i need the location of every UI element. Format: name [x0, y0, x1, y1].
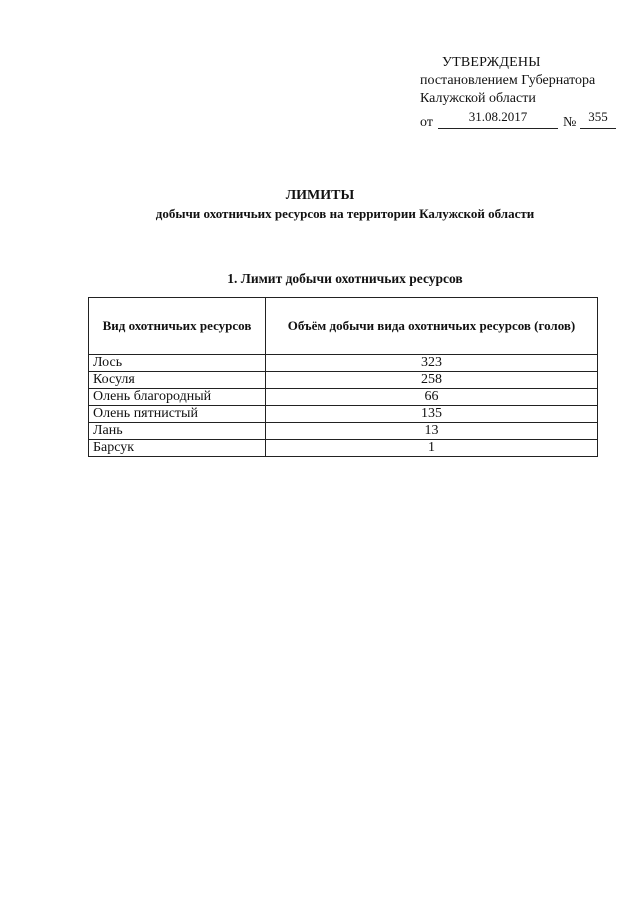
species-cell: Олень пятнистый	[89, 406, 266, 423]
approval-date-row	[420, 108, 630, 130]
species-cell: Лань	[89, 423, 266, 440]
volume-cell: 258	[266, 372, 598, 389]
species-cell: Олень благородный	[89, 389, 266, 406]
approval-number: 355	[580, 108, 616, 129]
species-cell: Косуля	[89, 372, 266, 389]
table-header-row	[89, 298, 598, 355]
number-prefix: №	[563, 115, 577, 130]
table-row	[89, 355, 598, 372]
header-species: Вид охотничьих ресурсов	[89, 298, 266, 355]
volume-cell: 323	[266, 355, 598, 372]
approval-title: УТВЕРЖДЕНЫ	[442, 55, 541, 70]
approval-line-1: постановлением Губернатора	[420, 73, 596, 88]
volume-cell: 135	[266, 406, 598, 423]
document-title: ЛИМИТЫ	[285, 188, 355, 203]
table-row	[89, 389, 598, 406]
species-cell: Барсук	[89, 440, 266, 457]
species-cell: Лось	[89, 355, 266, 372]
volume-cell: 66	[266, 389, 598, 406]
table-row	[89, 372, 598, 389]
header-volume: Объём добычи вида охотничьих ресурсов (голов)	[266, 298, 598, 355]
section-title: 1. Лимит добычи охотничьих ресурсов	[227, 271, 463, 286]
approval-stamp	[420, 54, 630, 130]
document-subtitle: добычи охотничьих ресурсов на территории Калужской области	[155, 206, 535, 221]
approval-line-2: Калужской области	[420, 91, 536, 106]
table-row	[89, 406, 598, 423]
table-row	[89, 423, 598, 440]
volume-cell: 1	[266, 440, 598, 457]
date-prefix: от	[420, 115, 433, 130]
limits-table	[88, 297, 598, 457]
approval-date: 31.08.2017	[438, 108, 558, 129]
table-row	[89, 440, 598, 457]
volume-cell: 13	[266, 423, 598, 440]
